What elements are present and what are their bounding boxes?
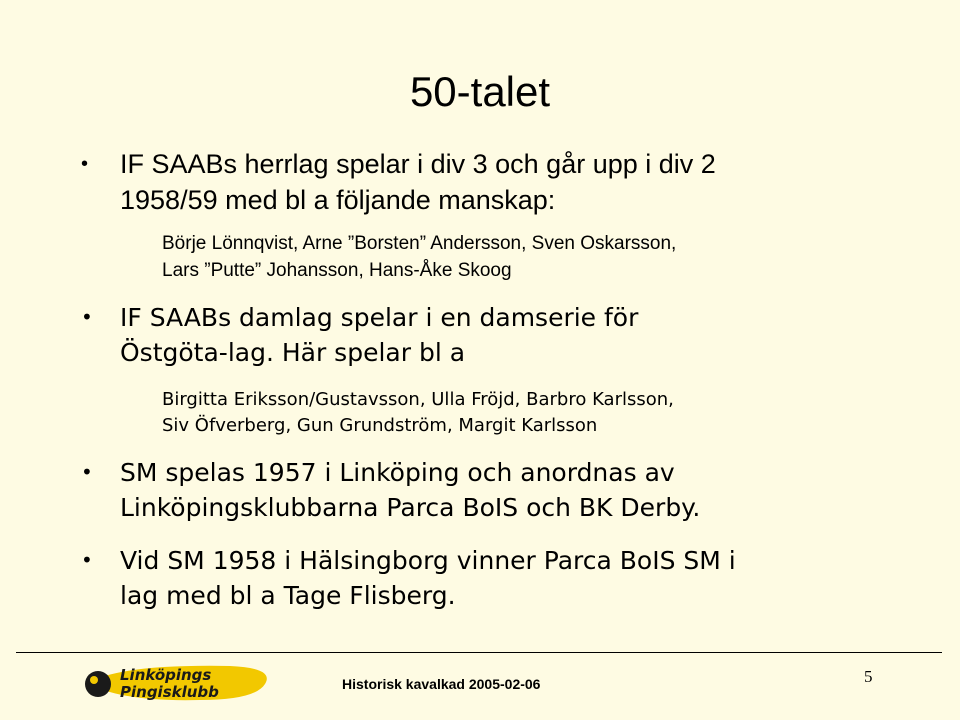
bullet-dot-icon: •	[81, 548, 93, 572]
footer-divider	[16, 652, 942, 653]
bullet-sm-1957	[81, 455, 701, 525]
footer-caption: Historisk kavalkad 2005-02-06	[342, 676, 541, 692]
names-line: Lars ”Putte” Johansson, Hans-Åke Skoog	[162, 260, 512, 281]
bullet-line: IF SAABs herrlag spelar i div 3 och går upp i div 2	[120, 149, 716, 179]
names-line: Birgitta Eriksson/Gustavsson, Ulla Fröjd, Barbro Karlsson,	[162, 389, 674, 410]
names-line: Siv Öfverberg, Gun Grundström, Margit Karlsson	[162, 415, 598, 436]
bullet-women-team	[81, 300, 639, 370]
bullet-line: lag med bl a Tage Flisberg.	[120, 581, 456, 610]
bullet-line: IF SAABs damlag spelar i en damserie för	[120, 303, 639, 332]
ping-pong-ball-logo-icon	[85, 671, 111, 697]
slide-title: 50-talet	[409, 68, 551, 115]
bullet-line: Östgöta-lag. Här spelar bl a	[120, 338, 466, 367]
bullet-men-team	[81, 146, 716, 218]
page-number: 5	[864, 667, 873, 686]
bullet-dot-icon: •	[81, 305, 93, 329]
club-logo	[80, 662, 280, 704]
bullet-dot-icon: •	[81, 153, 89, 175]
names-line: Börje Lönnqvist, Arne ”Borsten” Andersson, Sven Oskarsson,	[162, 233, 677, 254]
bullet-line: SM spelas 1957 i Linköping och anordnas av	[120, 458, 675, 487]
women-team-names	[162, 387, 674, 439]
bullet-dot-icon: •	[81, 460, 93, 484]
bullet-line: Vid SM 1958 i Hälsingborg vinner Parca BoIS SM i	[120, 546, 736, 575]
bullet-sm-1958	[81, 543, 736, 613]
logo-text-line2: Pingisklubb	[120, 683, 219, 701]
bullet-line: Linköpingsklubbarna Parca BoIS och BK Derby.	[120, 493, 701, 522]
men-team-names	[162, 230, 676, 284]
logo-text-line1: Linköpings	[120, 666, 212, 684]
bullet-line: 1958/59 med bl a följande manskap:	[120, 185, 556, 215]
